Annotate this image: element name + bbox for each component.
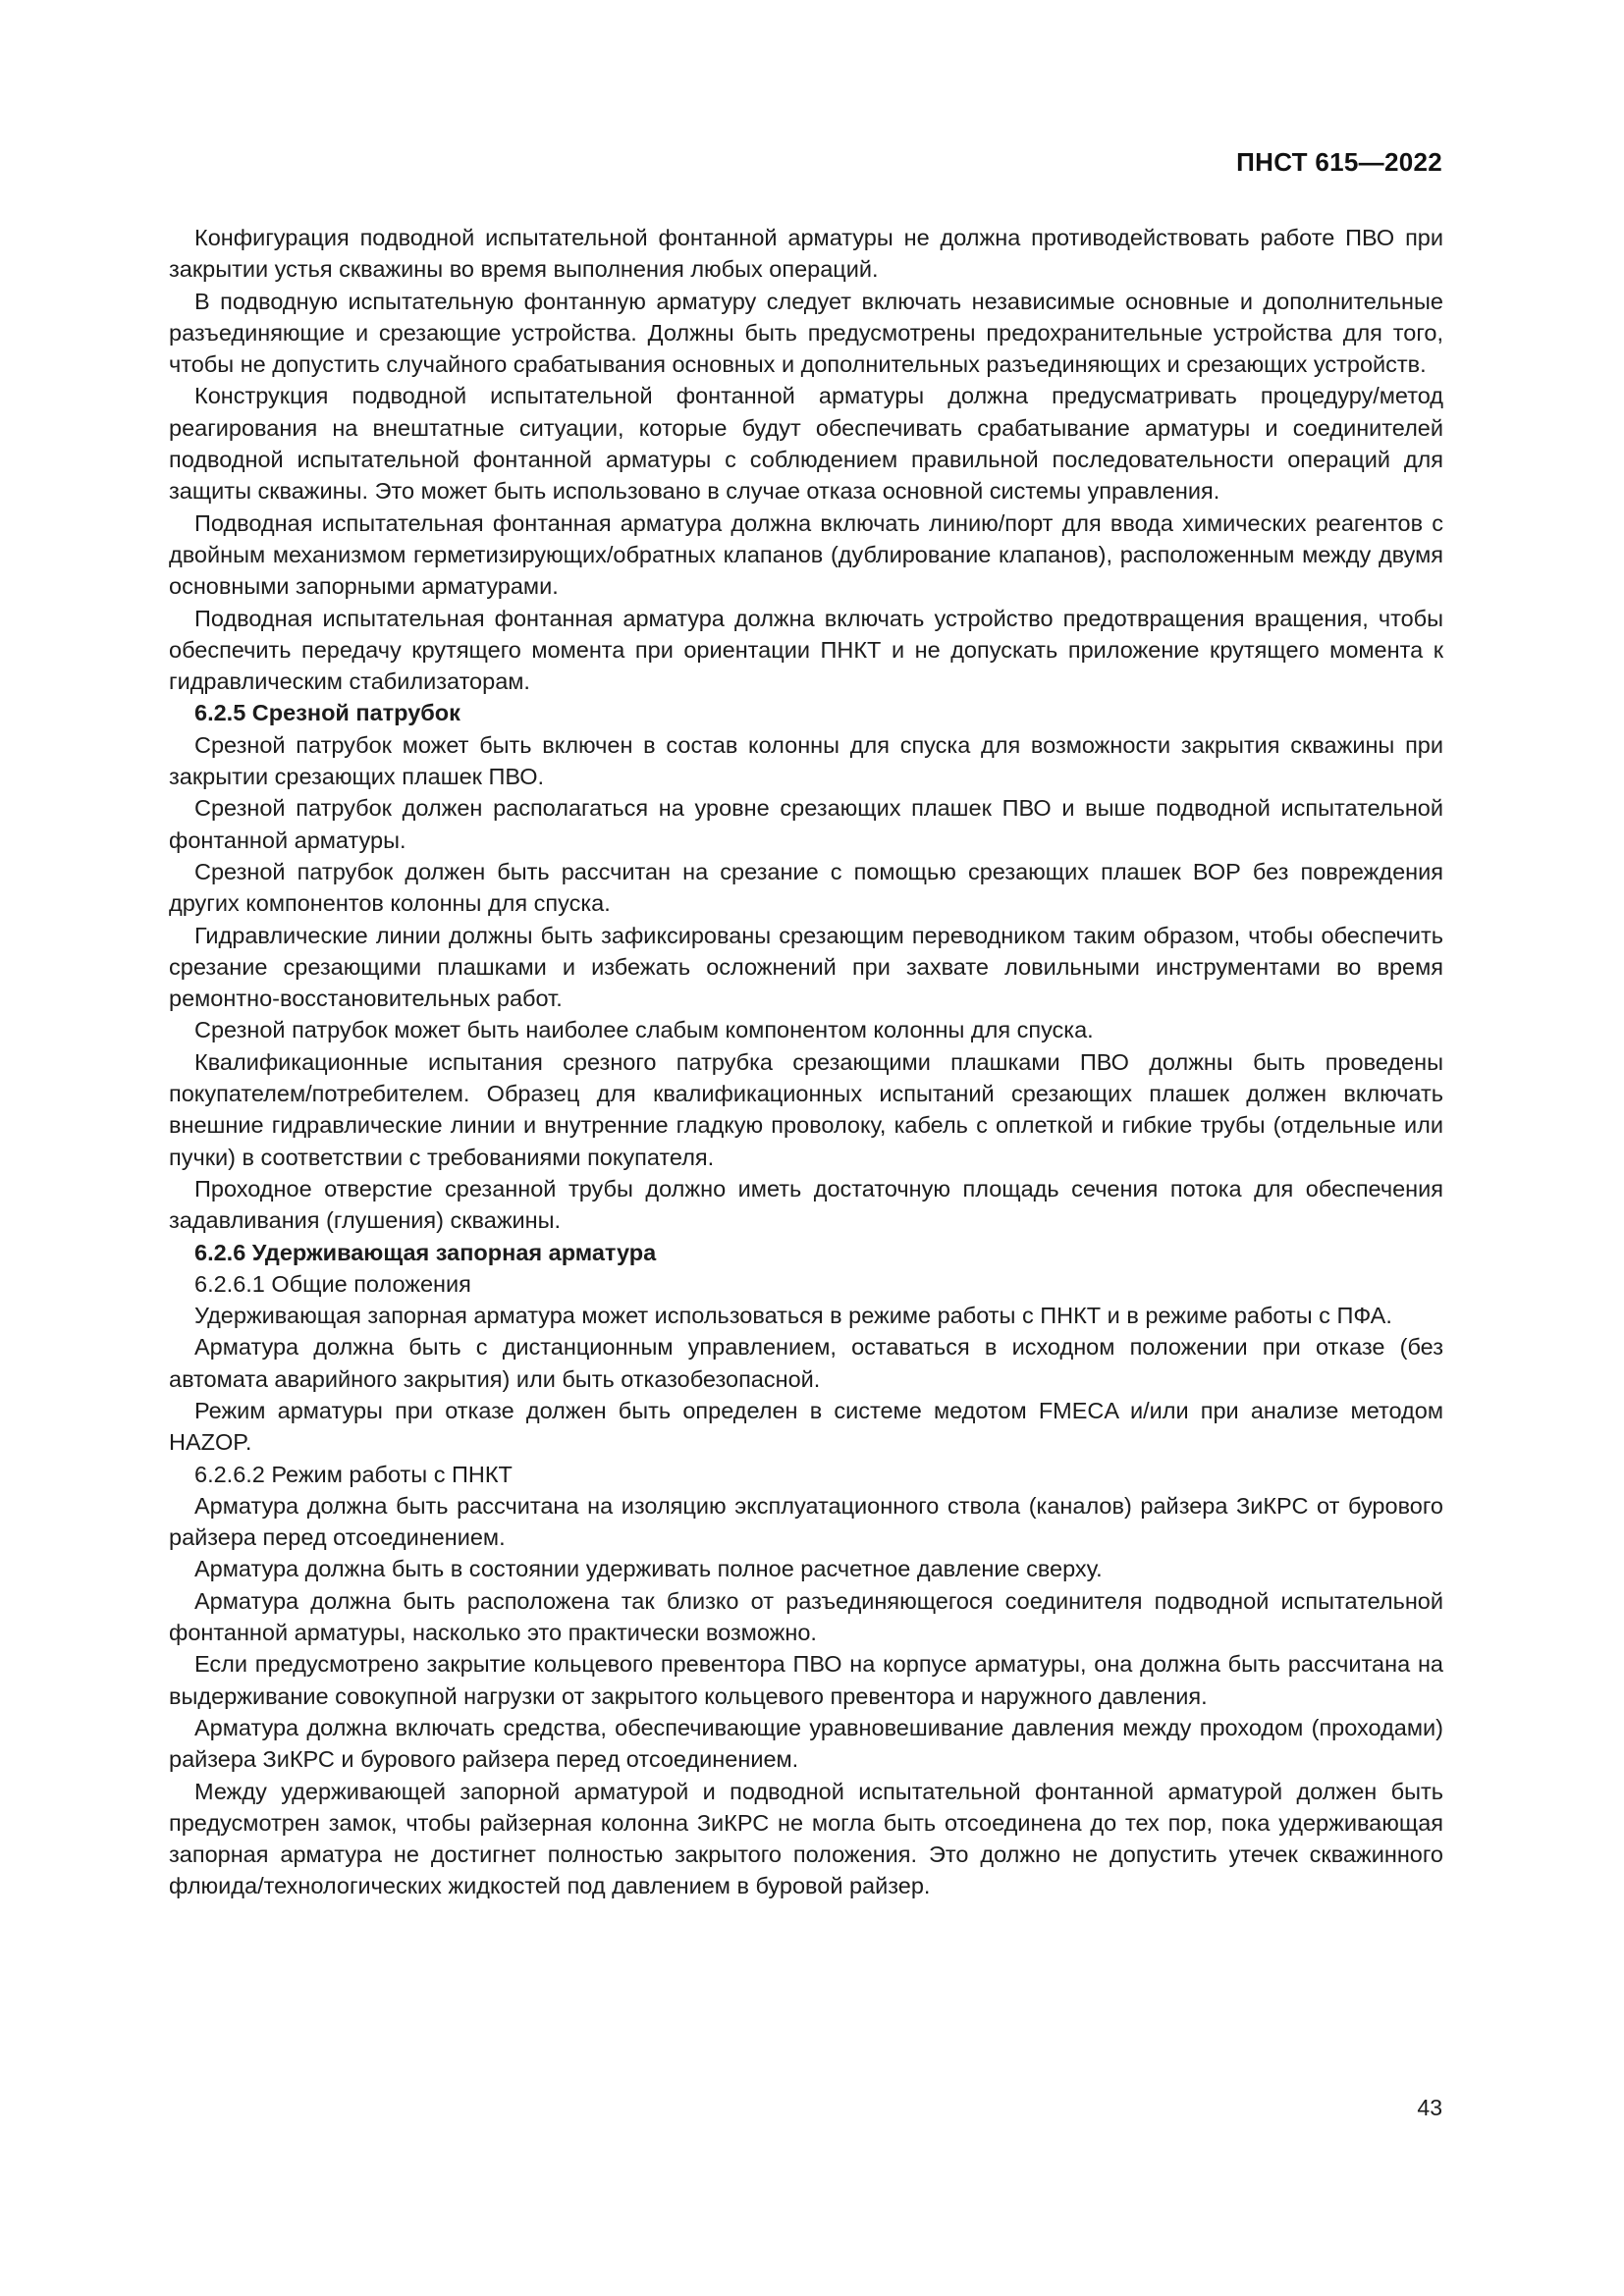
paragraph: Арматура должна включать средства, обеспечивающие уравновешивание давления между проходом (проходами) райзера ЗиКРС и бурового райзера перед отсоединением. (169, 1714, 1443, 1773)
paragraph: Срезной патрубок может быть включен в состав колонны для спуска для возможности закрытия скважины при закрытии срезающих плашек ПВО. (169, 731, 1443, 790)
paragraph: Если предусмотрено закрытие кольцевого превентора ПВО на корпусе арматуры, она должна быть рассчитана на выдерживание совокупной нагрузки от закрытого кольцевого превентора и наружного давления. (169, 1651, 1443, 1709)
section-heading: 6.2.6 Удерживающая запорная арматура (194, 1239, 657, 1265)
paragraph: Арматура должна быть расположена так близко от разъединяющегося соединителя подводной испытательной фонтанной арматуры, насколько это практически возможно. (169, 1587, 1443, 1646)
paragraph: Квалификационные испытания срезного патрубка срезающими плашками ПВО должны быть проведены покупателем/потребителем. Образец для квалификационных испытаний срезающих плашек должен включать внешние гидравлические линии и внутренние гладкую проволоку, кабель с оплеткой и гибкие трубы (отдельные или пучки) в соответствии с требованиями покупателя. (169, 1048, 1443, 1170)
paragraph: Срезной патрубок должен быть рассчитан на срезание с помощью срезающих плашек ВОР без повреждения других компонентов колонны для спуска. (169, 858, 1443, 917)
paragraph: Подводная испытательная фонтанная арматура должна включать устройство предотвращения вращения, чтобы обеспечить передачу крутящего момента при ориентации ПНКТ и не допускать приложение крутящего момента к гидравлическим стабилизаторам. (169, 605, 1443, 695)
paragraph: Удерживающая запорная арматура может использоваться в режиме работы с ПНКТ и в режиме работы с ПФА. (194, 1303, 1392, 1329)
paragraph: Арматура должна быть рассчитана на изоляцию эксплуатационного ствола (каналов) райзера ЗиКРС от бурового райзера перед отсоединением. (169, 1492, 1443, 1551)
page-number: 43 (1417, 2095, 1442, 2120)
paragraph: Конфигурация подводной испытательной фонтанной арматуры не должна противодействовать работе ПВО при закрытии устья скважины во время выполнения любых операций. (169, 225, 1443, 283)
paragraph: Гидравлические линии должны быть зафиксированы срезающим переводником таким образом, чтобы обеспечить срезание срезающими плашками и избежать осложнений при захвате ловильными инструментами во время ремонтно-восстановительных работ. (169, 922, 1443, 1012)
paragraph: Срезной патрубок должен располагаться на уровне срезающих плашек ПВО и выше подводной испытательной фонтанной арматуры. (169, 795, 1443, 853)
section-heading: 6.2.5 Срезной патрубок (194, 700, 460, 726)
paragraph: Проходное отверстие срезанной трубы должно иметь достаточную площадь сечения потока для обеспечения задавливания (глушения) скважины. (169, 1175, 1443, 1234)
paragraph: Арматура должна быть с дистанционным управлением, оставаться в исходном положении при отказе (без автомата аварийного закрытия) или быть отказобезопасной. (169, 1334, 1443, 1392)
paragraph: В подводную испытательную фонтанную арматуру следует включать независимые основные и дополнительные разъединяющие и срезающие устройства. Должны быть предусмотрены предохранительные устройства для того, чтобы не допустить случайного срабатывания основных и дополнительных разъединяющих и срезающих устройств. (169, 288, 1443, 378)
paragraph: Режим арматуры при отказе должен быть определен в системе медотом FMECA и/или при анализе методом HAZOP. (169, 1397, 1443, 1456)
paragraph: Арматура должна быть в состоянии удерживать полное расчетное давление сверху. (194, 1556, 1103, 1582)
standard-number-header: ПНСТ 615—2022 (1236, 147, 1442, 177)
body-text (169, 222, 1443, 1902)
paragraph: Конструкция подводной испытательной фонтанной арматуры должна предусматривать процедуру/метод реагирования на внештатные ситуации, которые будут обеспечивать срабатывание арматуры и соединителей подводной испытательной фонтанной арматуры с соблюдением правильной последовательности операций для защиты скважины. Это может быть использовано в случае отказа основной системы управления. (169, 383, 1443, 505)
subsection-heading: 6.2.6.2 Режим работы с ПНКТ (194, 1461, 513, 1487)
paragraph: Между удерживающей запорной арматурой и подводной испытательной фонтанной арматурой должен быть предусмотрен замок, чтобы райзерная колонна ЗиКРС не могла быть отсоединена до тех пор, пока удерживающая запорная арматура не достигнет полностью закрытого положения. Это должно не допустить утечек скважинного флюида/технологических жидкостей под давлением в буровой райзер. (169, 1778, 1443, 1899)
paragraph: Подводная испытательная фонтанная арматура должна включать линию/порт для ввода химических реагентов с двойным механизмом герметизирующих/обратных клапанов (дублирование клапанов), расположенным между двумя основными запорными арматурами. (169, 509, 1443, 600)
subsection-heading: 6.2.6.1 Общие положения (194, 1270, 471, 1297)
paragraph: Срезной патрубок может быть наиболее слабым компонентом колонны для спуска. (194, 1017, 1094, 1043)
